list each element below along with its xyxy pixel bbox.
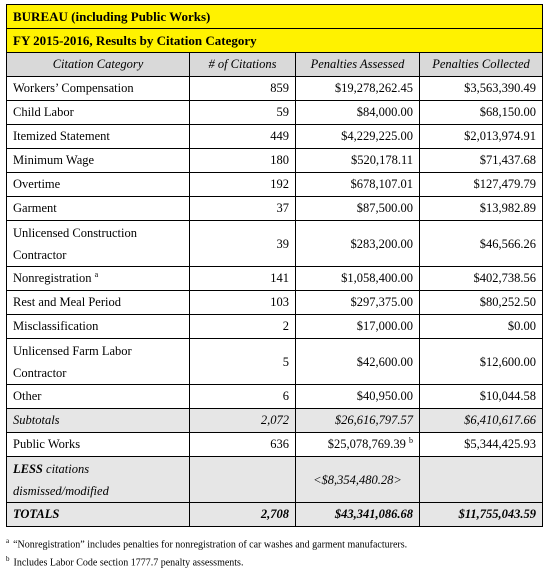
column-header-assessed: Penalties Assessed [296,53,420,77]
header-row [7,53,543,77]
row-category [7,339,190,385]
row-collected: $68,150.00 [420,101,543,125]
row-citations: 6 [190,385,296,409]
totals-assessed: $43,341,086.68 [296,503,420,527]
less-label-rest: citations [42,461,90,476]
row-category-line2: Contractor [13,247,67,262]
subtotals-assessed: $26,616,797.57 [296,409,420,433]
footnote-text: Includes Labor Code section 1777.7 penalty assessments. [13,557,244,569]
row-assessed: $42,600.00 [296,339,420,385]
table-row [7,315,543,339]
table-row [7,101,543,125]
table-row [7,77,543,101]
row-collected: $12,600.00 [420,339,543,385]
row-assessed: $297,375.00 [296,291,420,315]
row-category-text: Nonregistration [13,271,92,285]
totals-row [7,503,543,527]
row-category [7,267,190,291]
public-works-citations: 636 [190,433,296,457]
row-assessed: $520,178.11 [296,149,420,173]
less-assessed: <$8,354,480.28> [296,457,420,503]
table-title: BUREAU (including Public Works) [7,5,543,29]
public-works-assessed [296,433,420,457]
row-collected: $3,563,390.49 [420,77,543,101]
row-citations: 37 [190,197,296,221]
row-category: Rest and Meal Period [7,291,190,315]
row-citations: 2 [190,315,296,339]
row-category: Workers’ Compensation [7,77,190,101]
subtitle-row [7,29,543,53]
row-category: Misclassification [7,315,190,339]
row-collected: $13,982.89 [420,197,543,221]
row-collected: $80,252.50 [420,291,543,315]
table-row [7,173,543,197]
footnotes [6,534,407,571]
row-category-line1: Unlicensed Farm Labor [13,343,132,358]
row-citations: 180 [190,149,296,173]
row-assessed: $1,058,400.00 [296,267,420,291]
public-works-collected: $5,344,425.93 [420,433,543,457]
column-header-category: Citation Category [7,53,190,77]
less-collected [420,457,543,503]
row-collected: $10,044.58 [420,385,543,409]
row-assessed: $17,000.00 [296,315,420,339]
table-row [7,267,543,291]
table-row [7,125,543,149]
column-header-citations: # of Citations [190,53,296,77]
title-row [7,5,543,29]
row-category-line1: Unlicensed Construction [13,225,137,240]
row-category: Other [7,385,190,409]
row-assessed: $19,278,262.45 [296,77,420,101]
column-header-collected: Penalties Collected [420,53,543,77]
row-assessed: $40,950.00 [296,385,420,409]
row-collected: $0.00 [420,315,543,339]
row-collected: $127,479.79 [420,173,543,197]
less-label-bold: LESS [13,461,43,476]
row-collected: $71,437.68 [420,149,543,173]
row-citations: 59 [190,101,296,125]
row-collected: $46,566.26 [420,221,543,267]
less-citations [190,457,296,503]
row-category [7,221,190,267]
row-citations: 859 [190,77,296,101]
subtotals-citations: 2,072 [190,409,296,433]
row-citations: 103 [190,291,296,315]
totals-citations: 2,708 [190,503,296,527]
row-assessed: $84,000.00 [296,101,420,125]
table-row [7,149,543,173]
footnote-marker: a [94,269,99,279]
public-works-assessed-value: $25,078,769.39 [327,437,406,451]
row-category: Child Labor [7,101,190,125]
less-label-line2: dismissed/modified [13,483,109,498]
totals-collected: $11,755,043.59 [420,503,543,527]
subtotals-collected: $6,410,617.66 [420,409,543,433]
footnote [6,552,407,570]
row-citations: 39 [190,221,296,267]
row-category: Overtime [7,173,190,197]
row-assessed: $87,500.00 [296,197,420,221]
row-assessed: $4,229,225.00 [296,125,420,149]
table-subtitle: FY 2015-2016, Results by Citation Category [7,29,543,53]
footnote-marker: a [6,537,10,545]
footnote-text: “Nonregistration” includes penalties for nonregistration of car washes and garment manufacturers. [13,539,408,551]
subtotals-label: Subtotals [7,409,190,433]
table-row [7,197,543,221]
subtotals-row [7,409,543,433]
row-collected: $402,738.56 [420,267,543,291]
row-citations: 192 [190,173,296,197]
row-citations: 5 [190,339,296,385]
public-works-label: Public Works [7,433,190,457]
row-assessed: $678,107.01 [296,173,420,197]
row-collected: $2,013,974.91 [420,125,543,149]
footnote-marker: b [409,435,413,445]
footnote-marker: b [6,555,10,564]
table-row [7,221,543,267]
citation-results-table [6,4,543,527]
row-citations: 141 [190,267,296,291]
row-citations: 449 [190,125,296,149]
table-row [7,291,543,315]
public-works-row [7,433,543,457]
footnote [6,534,407,552]
less-label [7,457,190,503]
table-row [7,339,543,385]
row-category: Itemized Statement [7,125,190,149]
table-row [7,385,543,409]
row-category: Garment [7,197,190,221]
totals-label: TOTALS [7,503,190,527]
row-category-line2: Contractor [13,365,67,380]
less-dismissed-row [7,457,543,503]
row-category: Minimum Wage [7,149,190,173]
row-assessed: $283,200.00 [296,221,420,267]
